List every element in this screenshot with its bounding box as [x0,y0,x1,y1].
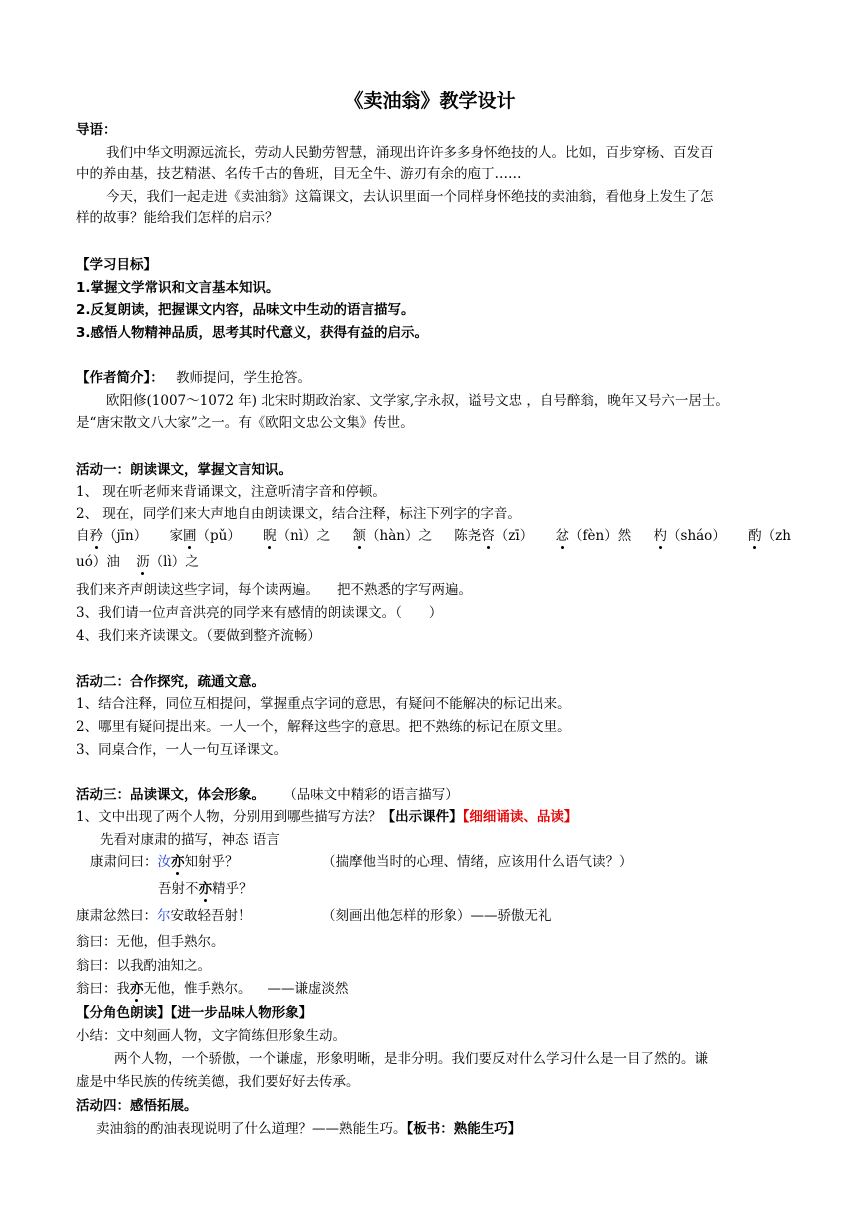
activity1-step-3: 我们来齐声朗读这些字词，每个读两遍。 把不熟悉的字写两遍。 [76,582,472,598]
activity1-heading: 活动一：朗读课文，掌握文言知识。 [76,462,292,478]
kangsu-line-3-note: （刻画出他怎样的形象）——骄傲无礼 [322,908,552,924]
goal-item: 3.感悟人物精神品质，思考其时代意义，获得有益的启示。 [76,325,429,341]
pinyin-word: 家圃（pǔ） [169,528,241,544]
intro-paragraph-1b: 中的养由基，技艺精湛、名传千古的鲁班，目无全牛、游刃有余的庖丁…… [76,166,522,182]
weng-line-2: 翁曰：以我酌油知之。 [76,958,211,974]
tag-careful-reading: 【细细诵读、品读】 [462,809,578,825]
kangsu-line-3: 康肃忿然曰：尔安敢轻吾射！ [76,908,252,924]
author-heading-line [76,368,791,388]
kangsu-line-1: 康肃问曰：汝亦知射乎？ [90,854,239,870]
pinyin-word: 自矜（jīn） [76,528,148,544]
pinyin-word-continued: uó）油 [76,554,120,570]
activity1-step-5: 4、我们来齐读课文。（要做到整齐流畅） [76,628,321,644]
intro-paragraph-1a: 我们中华文明源远流长，劳动人民勤劳智慧，涌现出许许多多身怀绝技的人。比如，百步穿杨、百发百 [106,145,714,161]
pinyin-word: 杓（sháo） [653,528,726,544]
activity2-item: 3、同桌合作，一人一句互译课文。 [76,742,288,758]
activity3-heading: 活动三：品读课文，体会形象。 [76,787,265,803]
activity1-step-1: 1、 现在听老师来背诵课文，注意听清字音和停顿。 [76,484,386,500]
intro-paragraph-2b: 样的故事？能给我们怎样的启示？ [76,210,279,226]
author-paragraph-2: 是“唐宋散文八大家”之一。有《欧阳文忠公文集》传世。 [76,415,414,431]
intro-heading: 导语： [76,122,117,138]
board-writing-tag: 【板书：熟能生巧】 [406,1121,522,1137]
pinyin-word: 陈尧咨（zī） [454,528,534,544]
pinyin-word-row [76,526,791,546]
kangsu-line-2: 吾射不亦精乎？ [158,881,253,897]
tag-show-courseware: 【出示课件】 [381,809,463,825]
activity2-item: 2、哪里有疑问提出来。一人一个，解释这些字的意思。把不熟练的标记在原文里。 [76,719,571,735]
pinyin-word: 颔（hàn）之 [352,528,432,544]
summary-paragraph-2: 虚是中华民族的传统美德，我们要好好去传承。 [76,1074,360,1090]
activity4-text: 卖油翁的酌油表现说明了什么道理？——熟能生巧。【板书：熟能生巧】 [96,1121,522,1137]
author-paragraph-1: 欧阳修(1007～1072 年) 北宋时期政治家、文学家,字永叔，谥号文忠 ，自号醉翁，晚年又号六一居士。 [106,393,729,409]
activity2-heading: 活动二：合作探究，疏通文意。 [76,674,265,690]
pinyin-word: 睨（nì）之 [263,528,331,544]
intro-paragraph-2a: 今天，我们一起走进《卖油翁》这篇课文，去认识里面一个同样身怀绝技的卖油翁，看他身上发生了怎 [106,189,714,205]
summary-line: 小结：文中刻画人物，文字简练但形象生动。 [76,1028,346,1044]
goals-heading: 【学习目标】 [76,257,157,273]
pinyin-word: 酌（zh [748,528,791,544]
pinyin-word: 沥（lì）之 [136,554,199,570]
pinyin-word: 忿（fèn）然 [555,528,632,544]
activity1-step-4: 3、我们请一位声音洪亮的同学来有感情的朗读课文。（ ） [76,605,443,621]
document-title: 《卖油翁》教学设计 [344,90,516,112]
activity1-step-2: 2、 现在，同学们来大声地自由朗读课文，结合注释，标注下列字的字音。 [76,506,521,522]
author-heading: 【作者简介】： [76,370,164,386]
summary-paragraph-1: 两个人物，一个骄傲，一个谦虚，形象明晰，是非分明。我们要反对什么学习什么是一目了然的。谦 [114,1051,708,1067]
pinyin-word-row-2 [76,552,791,572]
activity3-heading-note: （品味文中精彩的语言描写） [283,787,459,803]
author-note: 教师提问，学生抢答。 [176,370,312,386]
kangsu-description-intro: 先看对康肃的描写，神态 语言 [100,832,280,848]
activity4-heading: 活动四：感悟拓展。 [76,1098,198,1114]
goal-item: 2.反复朗读，把握课文内容，品味文中生动的语言描写。 [76,302,415,318]
role-reading-tags: 【分角色朗读】【进一步品味人物形象】 [76,1005,313,1021]
goal-item: 1.掌握文学常识和文言基本知识。 [76,280,280,296]
activity3-question-1: 1、文中出现了两个人物，分别用到哪些描写方法？【出示课件】【细细诵读、品读】 [76,809,578,825]
activity2-item: 1、结合注释，同位互相提问，掌握重点字词的意思，有疑问不能解决的标记出来。 [76,696,571,712]
activity3-heading-line [76,785,791,805]
kangsu-line-1-note: （揣摩他当时的心理、情绪，应该用什么语气读？） [322,854,633,870]
weng-line-1: 翁曰：无他，但手熟尔。 [76,934,225,950]
weng-line-3: 翁曰：我亦无他，惟手熟尔。 ——谦虚淡然 [76,981,349,997]
